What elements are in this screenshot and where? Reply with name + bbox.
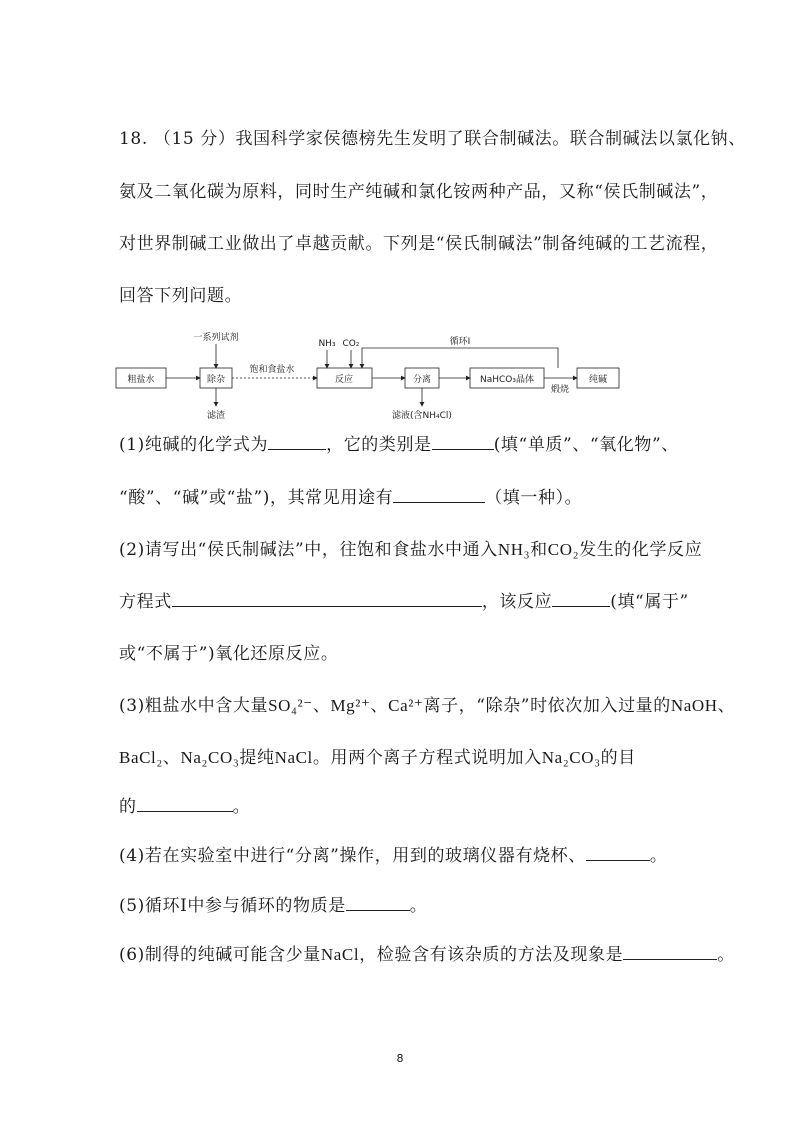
q1-text-e: （填一种）。	[485, 488, 583, 508]
page-number: 8	[396, 1052, 404, 1065]
intro-line-4: 回答下列问题。	[119, 286, 243, 306]
q1-answer-category-blank[interactable]	[432, 435, 494, 450]
q2-line-1	[119, 535, 702, 560]
q5-text-b: 。	[409, 896, 428, 916]
q3-line-1	[119, 691, 735, 716]
q3-text-f: 的	[119, 797, 137, 817]
q4-line	[119, 841, 667, 866]
q2-answer-equation-blank[interactable]	[172, 592, 482, 607]
q1-answer-use-blank[interactable]	[393, 488, 485, 503]
flow-label-filtrate: 滤液(含NH₄Cl)	[392, 411, 452, 421]
q3-sep-3: 、	[717, 696, 736, 716]
q3-text-a: (3)粗盐水中含大量	[119, 696, 269, 716]
q5-line	[119, 891, 427, 916]
q1-line-1	[119, 430, 679, 455]
q4-text-b: 。	[649, 846, 668, 866]
flow-label-saturated-brine: 饱和食盐水	[249, 365, 295, 375]
q3-line-3	[119, 792, 250, 817]
q1-text-a: (1)纯碱的化学式为	[119, 435, 269, 455]
q3-text-c: 提纯	[239, 748, 275, 768]
q3-na2co3-b: Na₂CO₃	[541, 748, 601, 767]
q3-magnesium-ion: Mg²⁺	[330, 696, 371, 715]
flow-label-reagents: 一系列试剂	[193, 333, 239, 343]
q3-na2co3: Na₂CO₃	[180, 748, 240, 767]
q2-text-c: 方程式	[119, 592, 172, 612]
q4-answer-glassware-blank[interactable]	[586, 846, 650, 861]
q6-text-a: (6)制得的纯碱可能含少量	[119, 945, 321, 965]
q5-text-a: (5)循环Ⅰ中参与循环的物质是	[119, 896, 346, 916]
flow-label-impurity-removal: 除杂	[206, 375, 226, 385]
q3-answer-purpose-blank[interactable]	[137, 797, 233, 812]
q3-text-e: 的目	[600, 748, 636, 768]
flow-label-residue: 滤渣	[206, 411, 226, 421]
q2-text-d: ，该反应	[481, 592, 553, 612]
q3-text-g: 。	[232, 797, 251, 817]
q6-answer-method-blank[interactable]	[623, 945, 717, 960]
q1-text-d: “酸”、“碱”或“盐”)，其常见用途有	[119, 488, 394, 508]
intro-line-1: 18. （15 分）我国科学家侯德榜先生发明了联合制碱法。联合制碱法以氯化钠、	[119, 129, 746, 149]
q3-sulfate-ion: SO₄²⁻	[268, 696, 313, 715]
flow-label-nahco3: NaHCO₃晶体	[480, 375, 534, 385]
q2-line-2	[119, 587, 689, 612]
q5-answer-substance-blank[interactable]	[346, 896, 410, 911]
flow-label-separation: 分离	[412, 375, 432, 385]
q1-answer-formula-blank[interactable]	[268, 435, 326, 450]
flow-label-nh3: NH₃	[318, 339, 336, 349]
q1-line-2	[119, 483, 582, 508]
q3-text-d: 。用两个离子方程式说明加入	[312, 748, 542, 768]
flow-label-crude-brine: 粗盐水	[127, 375, 155, 385]
flow-label-soda: 纯碱	[588, 375, 608, 385]
q3-calcium-ion: Ca²⁺	[388, 696, 424, 715]
flow-label-calcine: 煅烧	[550, 385, 570, 395]
q3-sep-4: 、	[162, 748, 181, 768]
q2-text-b: 发生的化学反应	[579, 540, 703, 560]
q2-text-a: (2)请写出“侯氏制碱法”中，往饱和食盐水中通入	[119, 540, 498, 560]
flow-label-co2: CO₂	[342, 339, 360, 349]
intro-line-3: 对世界制碱工业做出了卓越贡献。下列是“侯氏制碱法”制备纯碱的工艺流程，	[119, 234, 719, 254]
q6-text-c: 。	[717, 945, 735, 965]
q3-bacl2: BaCl₂	[119, 748, 163, 767]
q3-sep-2: 、	[370, 696, 389, 716]
q4-text-a: (4)若在实验室中进行“分离”操作，用到的玻璃仪器有烧杯、	[119, 846, 586, 866]
q1-text-b: ，它的类别是	[326, 435, 432, 455]
q2-co2: CO₂	[547, 540, 580, 559]
q2-text-e: (填“属于”	[610, 592, 689, 612]
q2-nh3: NH₃	[497, 540, 531, 559]
q6-text-b: ，检验含有该杂质的方法及现象是	[359, 945, 624, 965]
q6-line	[119, 940, 735, 965]
q2-line-3: 或“不属于”)氧化还原反应。	[119, 644, 339, 664]
q2-answer-redox-blank[interactable]	[552, 592, 610, 607]
q3-text-b: 离子，“除杂”时依次加入过量的	[423, 696, 671, 716]
q3-line-2	[119, 743, 636, 768]
flow-label-cycle: 循环Ⅰ	[449, 337, 471, 347]
intro-line-2: 氨及二氧化碳为原料，同时生产纯碱和氯化铵两种产品，又称“侯氏制碱法”，	[119, 182, 719, 202]
q2-text-and: 和	[530, 540, 548, 560]
flow-label-reaction: 反应	[334, 375, 354, 385]
q6-nacl: NaCl	[320, 945, 360, 964]
q1-text-c: (填“单质”、“氧化物”、	[493, 435, 679, 455]
q3-sep-1: 、	[312, 696, 331, 716]
q3-nacl: NaCl	[274, 748, 313, 767]
q3-naoh: NaOH	[670, 696, 718, 715]
process-flow-diagram	[114, 330, 634, 430]
